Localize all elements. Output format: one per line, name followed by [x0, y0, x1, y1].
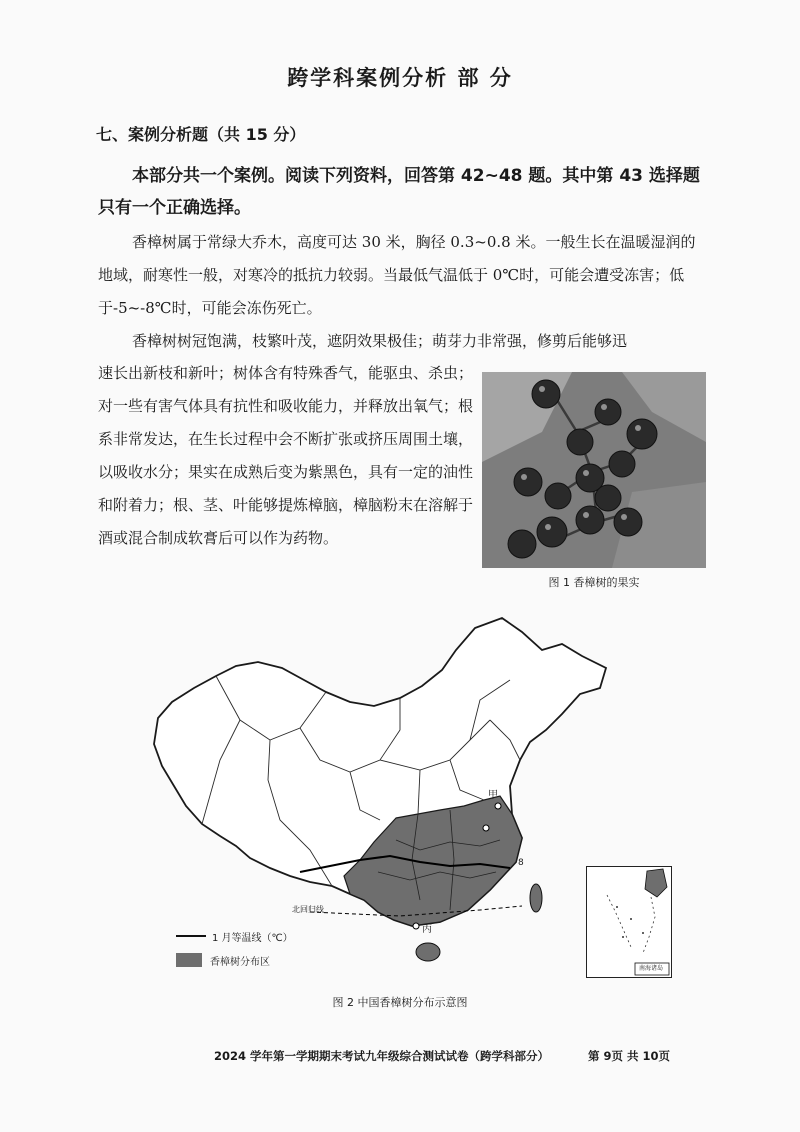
south-china-sea-inset	[586, 866, 672, 978]
map-label-tropic: 北回归线	[292, 905, 324, 914]
legend-area-label: 香樟树分布区	[210, 956, 270, 968]
page-title: 跨学科案例分析 部 分	[287, 66, 513, 90]
camphor-fruit-photo	[482, 372, 706, 568]
area-swatch	[176, 953, 202, 967]
section-heading: 七、案例分析题（共 15 分）	[96, 125, 306, 144]
legend-area	[176, 948, 293, 972]
passage-paragraph-2-first-line: 香樟树树冠饱满，枝繁叶茂，遮阴效果极佳；萌芽力非常强，修剪后能够迅	[132, 332, 628, 350]
section-instruction: 本部分共一个案例。阅读下列资料，回答第 42~48 题。其中第 43 选择题只有一个正确选择。	[98, 166, 700, 218]
map-label-isotherm-value: 8	[518, 858, 524, 868]
map-label-bing: 丙	[422, 924, 432, 935]
footer-exam-title: 2024 学年第一学期期末考试九年级综合测试试卷（跨学科部分）	[214, 1049, 550, 1063]
legend-isotherm-label: 1 月等温线（℃）	[212, 932, 293, 944]
map-legend	[176, 924, 293, 972]
figure-1-caption: 图 1 香樟树的果实	[548, 576, 640, 589]
map-label-jia: 甲	[488, 790, 498, 801]
footer-page-number: 第 9页 共 10页	[588, 1049, 671, 1063]
figure-2-caption: 图 2 中国香樟树分布示意图	[332, 996, 468, 1009]
legend-isotherm	[176, 924, 293, 948]
passage-paragraph-1: 香樟树属于常绿大乔木，高度可达 30 米，胸径 0.3~0.8 米。一般生长在温暖湿润的地域，耐寒性一般，对寒冷的抵抗力较弱。当最低气温低于 0℃时，可能会遭受冻害；低于-5~-8℃时，可能会冻伤死亡。	[98, 233, 696, 317]
passage-paragraph-2-body: 速长出新枝和新叶；树体含有特殊香气，能驱虫、杀虫；对一些有害气体具有抗性和吸收能力，并释放出氧气；根系非常发达，在生长过程中会不断扩张或挤压周围土壤，以吸收水分；果实在成熟后变为紫黑色，具有一定的油性和附着力；根、茎、叶能够提炼樟脑，樟脑粉末在溶解于酒或混合制成软膏后可以作为药物。	[98, 364, 474, 547]
isotherm-swatch	[176, 935, 206, 937]
inset-label: 南海诸岛	[639, 965, 664, 972]
